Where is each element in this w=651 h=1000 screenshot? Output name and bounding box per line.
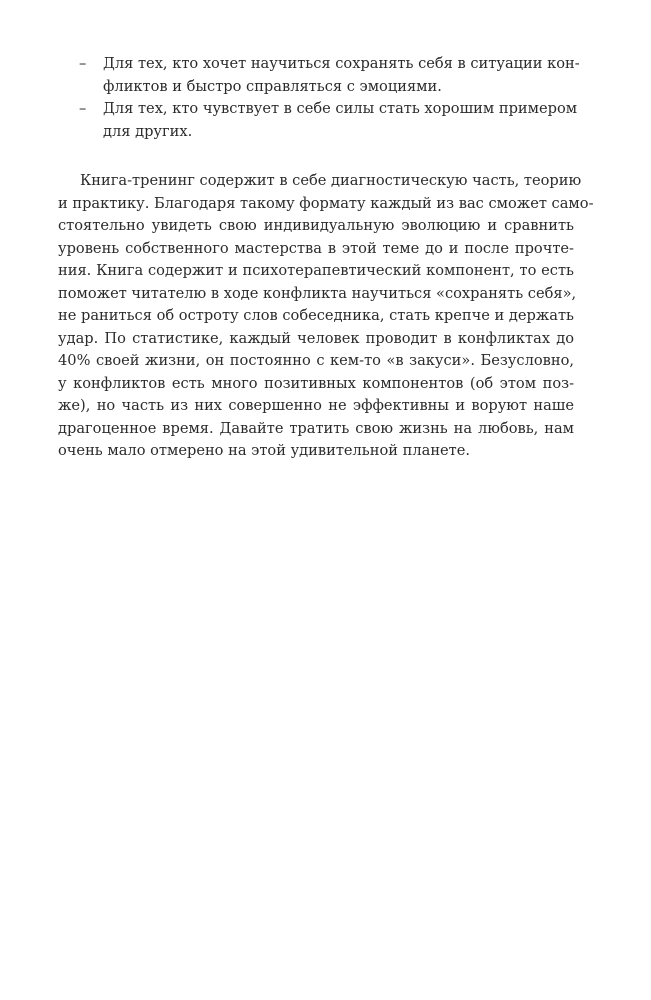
text-line: же), но часть из них совершенно не эффективны и воруют наше xyxy=(58,397,574,414)
text-line: уровень собственного мастерства в этой теме до и после прочте- xyxy=(58,239,574,257)
text-line: Для тех, кто чувствует в себе силы стать хорошим примером xyxy=(103,100,578,117)
body-paragraph xyxy=(58,170,594,463)
text-line: не раниться об остроту слов собеседника, стать крепче и держать xyxy=(58,307,574,324)
text-line: у конфликтов есть много позитивных компонентов (об этом поз- xyxy=(58,374,574,392)
dash-marker: – xyxy=(79,100,87,117)
text-line: фликтов и быстро справляться с эмоциями. xyxy=(103,77,442,95)
list-item xyxy=(79,98,578,143)
text-line: Для тех, кто хочет научиться сохранять себя в ситуации кон- xyxy=(103,55,580,72)
text-line: ния. Книга содержит и психотерапевтический компонент, то есть xyxy=(58,262,574,279)
text-line: очень мало отмерено на этой удивительной планете. xyxy=(58,442,471,459)
text-line: 40% своей жизни, он постоянно с кем-то «в закуси». Безусловно, xyxy=(58,352,574,369)
dash-marker: – xyxy=(79,55,87,72)
text-line: и практику. Благодаря такому формату каждый из вас сможет само- xyxy=(58,194,594,212)
text-line: драгоценное время. Давайте тратить свою жизнь на любовь, нам xyxy=(58,419,574,437)
list-item xyxy=(79,53,580,98)
text-line: для других. xyxy=(103,122,193,140)
bullet-list xyxy=(79,53,580,143)
text-line: Книга-тренинг содержит в себе диагностическую часть, теорию xyxy=(80,172,582,189)
text-line: удар. По статистике, каждый человек проводит в конфликтах до xyxy=(58,329,574,347)
text-line: поможет читателю в ходе конфликта научиться «сохранять себя», xyxy=(58,284,577,302)
text-line: стоятельно увидеть свою индивидуальную эволюцию и сравнить xyxy=(58,217,574,234)
